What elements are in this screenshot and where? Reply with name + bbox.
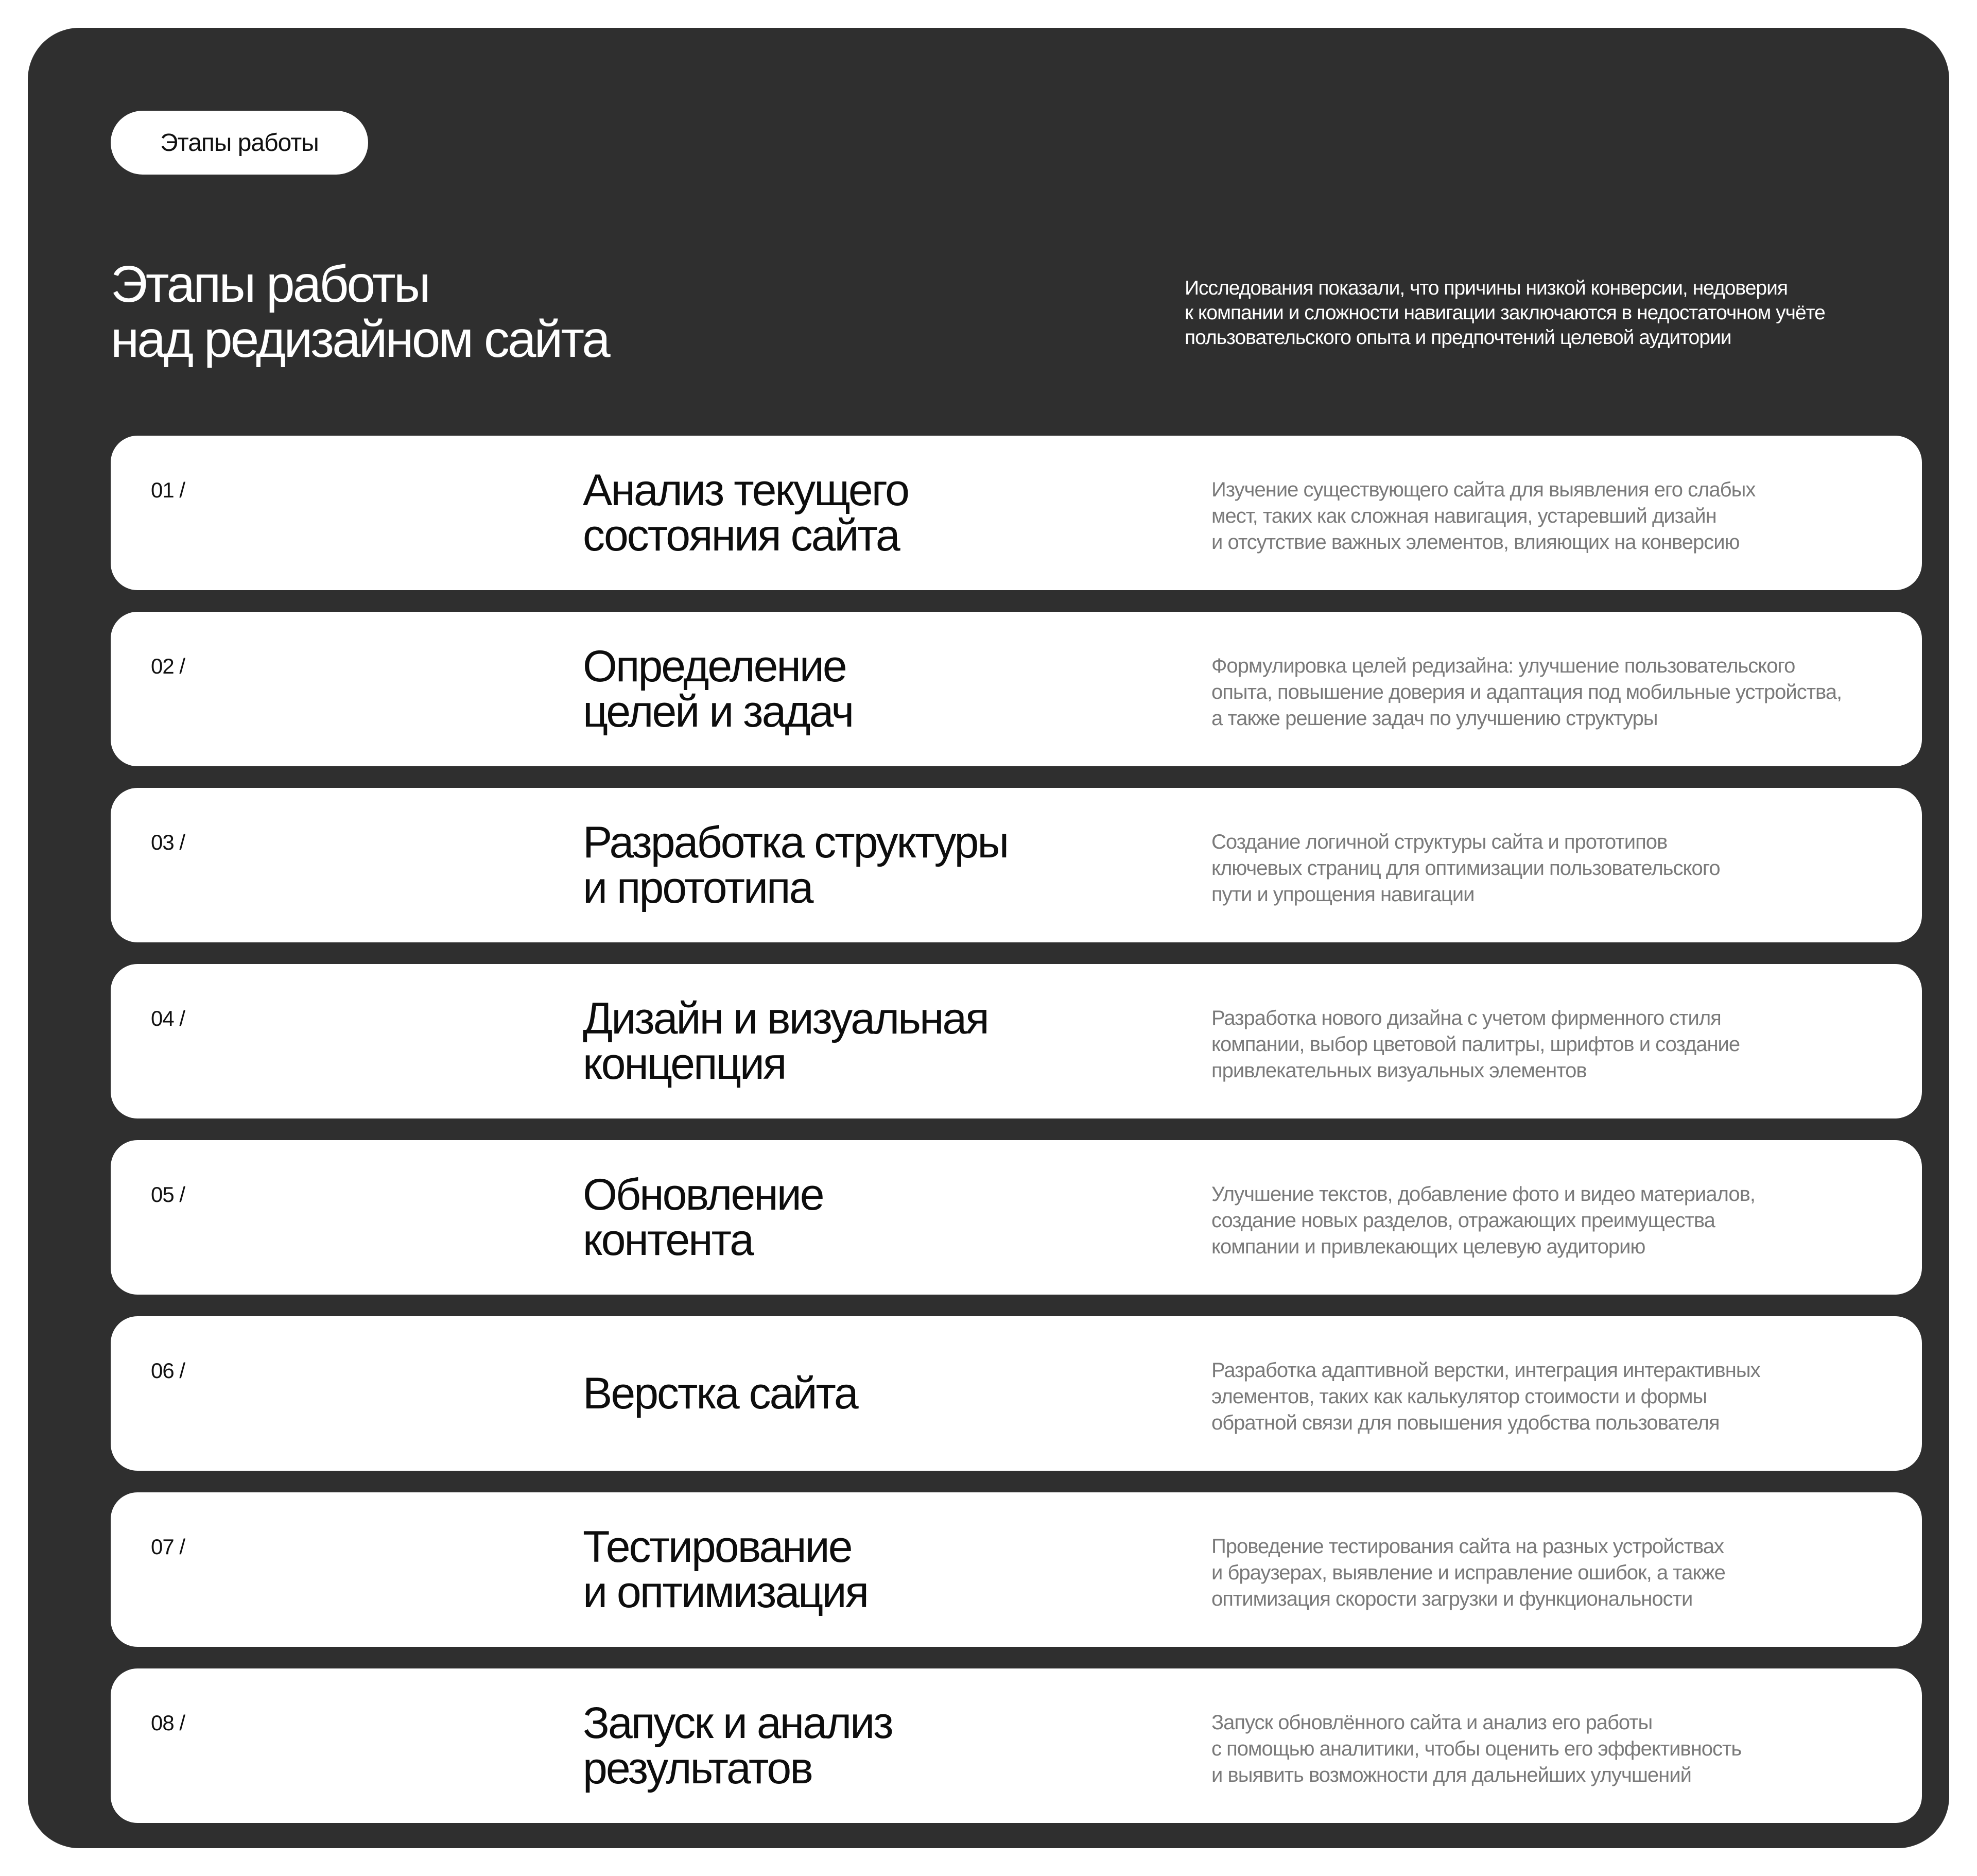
- stage-title-line: состояния сайта: [583, 511, 899, 560]
- stage-title-line: Разработка структуры: [583, 818, 1008, 867]
- intro-line: к компании и сложности навигации заключаются в недостаточном учёте: [1185, 302, 1825, 324]
- stage-description: [1211, 1534, 1901, 1612]
- stage-description-line: оптимизация скорости загрузки и функциональности: [1211, 1588, 1693, 1610]
- stage-title-line: Обновление: [583, 1170, 823, 1219]
- stage-title-line: и оптимизация: [583, 1568, 868, 1617]
- stage-title: [583, 1316, 857, 1471]
- stage-card: [111, 612, 1922, 766]
- stage-number: 08 /: [151, 1711, 185, 1735]
- stage-description-line: Запуск обновлённого сайта и анализ его работы: [1211, 1711, 1653, 1734]
- stage-description-line: Проведение тестирования сайта на разных устройствах: [1211, 1535, 1724, 1558]
- stage-title: [583, 1492, 868, 1647]
- stage-description-line: с помощью аналитики, чтобы оценить его эффективность: [1211, 1737, 1742, 1760]
- stage-description: [1211, 1357, 1901, 1436]
- stage-card: [111, 788, 1922, 942]
- stage-description-line: элементов, таких как калькулятор стоимости и формы: [1211, 1385, 1707, 1408]
- stage-title-line: Анализ текущего: [583, 466, 908, 515]
- stage-title-line: Верстка сайта: [583, 1369, 857, 1418]
- stage-description-line: Улучшение текстов, добавление фото и видео материалов,: [1211, 1183, 1755, 1206]
- stage-description-line: и отсутствие важных элементов, влияющих на конверсию: [1211, 531, 1740, 554]
- stage-title: [583, 612, 853, 766]
- stage-description-line: Разработка адаптивной верстки, интеграция интерактивных: [1211, 1359, 1760, 1382]
- page-title-line: Этапы работы: [111, 255, 429, 313]
- stage-description-line: и выявить возможности для дальнейших улучшений: [1211, 1764, 1691, 1786]
- stage-card: [111, 1140, 1922, 1295]
- stage-description-line: опыта, повышение доверия и адаптация под мобильные устройства,: [1211, 681, 1842, 703]
- stage-description-line: ключевых страниц для оптимизации пользовательского: [1211, 857, 1720, 880]
- stage-title: [583, 964, 988, 1118]
- page-title-line: над редизайном сайта: [111, 311, 609, 368]
- stage-number: 01 /: [151, 478, 185, 502]
- stage-title: [583, 436, 908, 590]
- stage-number: 05 /: [151, 1182, 185, 1207]
- intro-line: пользовательского опыта и предпочтений целевой аудитории: [1185, 326, 1731, 349]
- stage-title-line: результатов: [583, 1744, 812, 1793]
- stage-title: [583, 1140, 823, 1295]
- stage-card: [111, 1316, 1922, 1471]
- stages-panel: [28, 28, 1949, 1848]
- stage-number: 04 /: [151, 1006, 185, 1030]
- stage-description: [1211, 829, 1901, 908]
- stage-description-line: Создание логичной структуры сайта и прототипов: [1211, 831, 1668, 853]
- stage-description: [1211, 477, 1901, 556]
- stage-title-line: целей и задач: [583, 687, 853, 736]
- section-badge: Этапы работы: [111, 111, 368, 175]
- stage-description-line: Разработка нового дизайна с учетом фирменного стиля: [1211, 1007, 1721, 1029]
- stage-description: [1211, 1181, 1901, 1260]
- stage-title: [583, 1668, 892, 1823]
- stage-number: 03 /: [151, 830, 185, 854]
- stage-description: [1211, 1005, 1901, 1084]
- stage-card: [111, 1668, 1922, 1823]
- stage-title-line: контента: [583, 1215, 753, 1265]
- page-title: [111, 257, 609, 367]
- intro-text: [1185, 276, 1947, 350]
- stage-number: 07 /: [151, 1535, 185, 1559]
- stage-description-line: пути и упрощения навигации: [1211, 883, 1475, 906]
- stage-description-line: Изучение существующего сайта для выявления его слабых: [1211, 478, 1756, 501]
- stage-title-line: Дизайн и визуальная: [583, 994, 988, 1043]
- stage-list: [111, 436, 1922, 1845]
- stage-title-line: Запуск и анализ: [583, 1698, 892, 1748]
- stage-title-line: Определение: [583, 642, 846, 691]
- stage-card: [111, 436, 1922, 590]
- stage-card: [111, 1492, 1922, 1647]
- stage-description-line: компании, выбор цветовой палитры, шрифтов и создание: [1211, 1033, 1740, 1056]
- intro-line: Исследования показали, что причины низкой конверсии, недоверия: [1185, 277, 1788, 299]
- stage-title-line: концепция: [583, 1039, 786, 1089]
- stage-title-line: и прототипа: [583, 863, 812, 913]
- stage-description-line: привлекательных визуальных элементов: [1211, 1059, 1587, 1082]
- stage-card: [111, 964, 1922, 1118]
- stage-description-line: обратной связи для повышения удобства пользователя: [1211, 1412, 1720, 1434]
- stage-title-line: Тестирование: [583, 1522, 852, 1572]
- stage-description-line: а также решение задач по улучшению структуры: [1211, 707, 1658, 730]
- stage-description-line: и браузерах, выявление и исправление ошибок, а также: [1211, 1561, 1725, 1584]
- stage-number: 02 /: [151, 654, 185, 678]
- stage-description: [1211, 653, 1901, 732]
- stage-description-line: создание новых разделов, отражающих преимущества: [1211, 1209, 1715, 1232]
- stage-description-line: мест, таких как сложная навигация, устаревший дизайн: [1211, 505, 1716, 527]
- stage-description-line: компании и привлекающих целевую аудиторию: [1211, 1235, 1645, 1258]
- stage-description-line: Формулировка целей редизайна: улучшение пользовательского: [1211, 655, 1795, 677]
- stage-description: [1211, 1710, 1901, 1788]
- stage-title: [583, 788, 1008, 942]
- stage-number: 06 /: [151, 1358, 185, 1383]
